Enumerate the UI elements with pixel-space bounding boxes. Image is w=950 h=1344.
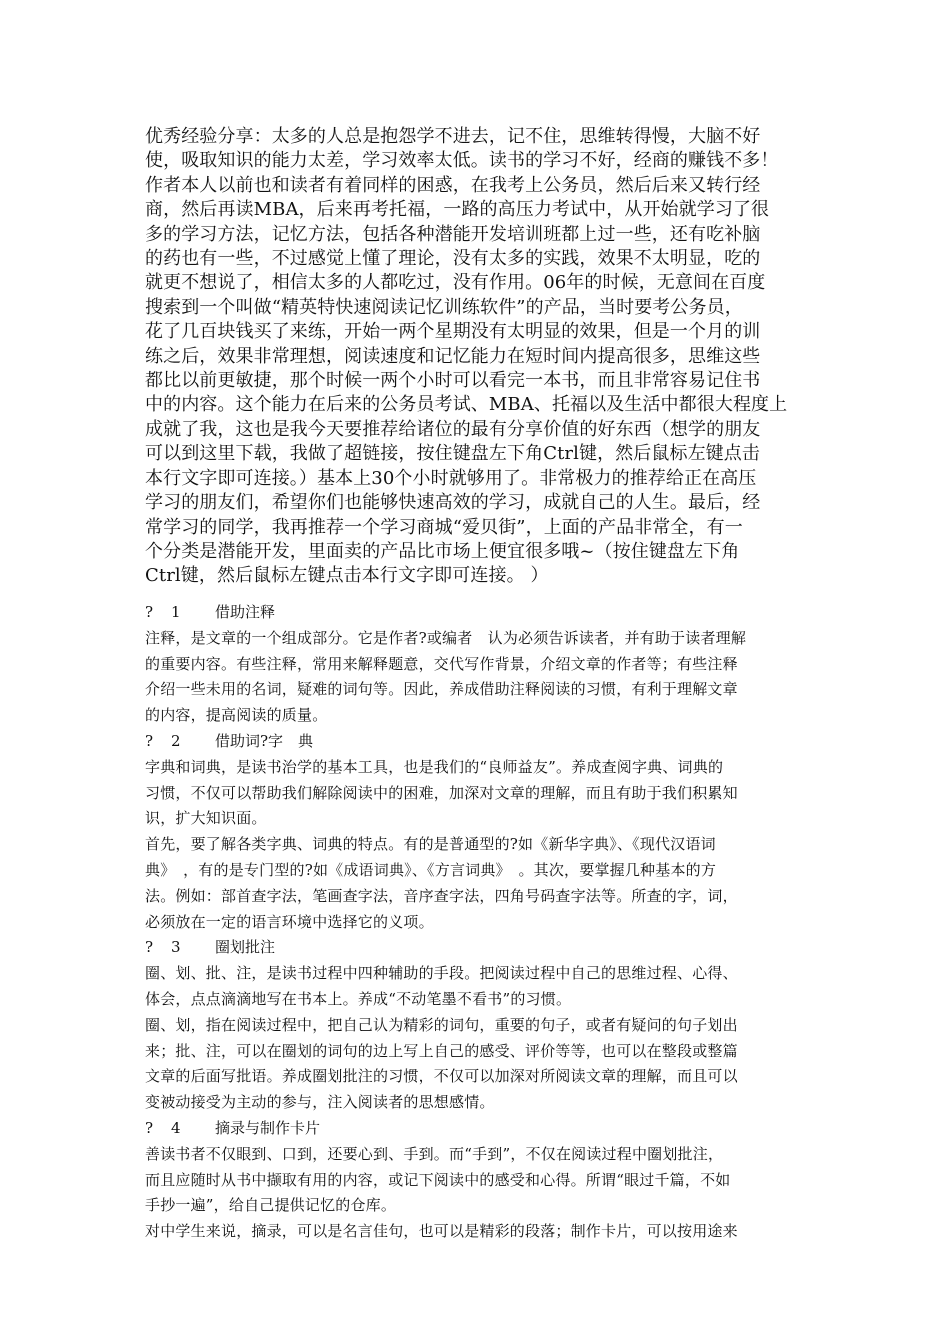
intro-paragraph: [145, 125, 810, 589]
intro-line: 本行文字即可连接。）基本上30个小时就够用了。非常极力的推荐给正在高压: [145, 467, 757, 489]
section-heading: [145, 600, 810, 626]
section-paragraph: [145, 1219, 810, 1245]
paragraph-line: 来；批、注，可以在圈划的词句的边上写上自己的感受、评价等等，也可以在整段或整篇: [145, 1041, 738, 1060]
intro-line: 优秀经验分享：太多的人总是抱怨学不进去，记不住，思维转得慢，大脑不好: [145, 126, 761, 147]
paragraph-line: 法。例如：部首查字法，笔画查字法，音序查字法，四角号码查字法等。所查的字，词，: [145, 886, 738, 905]
section-number: 3: [171, 938, 181, 957]
intro-line: 中的内容。这个能力在后来的公务员考试、MBA、托福以及生活中都很大程度上: [145, 394, 788, 416]
intro-line: 练之后，效果非常理想，阅读速度和记忆能力在短时间内提高很多，思维这些: [145, 345, 761, 367]
section-heading: [145, 729, 810, 755]
intro-line: 多的学习方法，记忆方法，包括各种潜能开发培训班都上过一些，还有吃补脑: [145, 223, 761, 245]
paragraph-line: 体会，点点滴滴地写在书本上。养成“不动笔墨不看书”的习惯。: [145, 989, 572, 1008]
intro-line: 学习的朋友们，希望你们也能够快速高效的学习，成就自己的人生。最后，经: [145, 492, 761, 514]
intro-line: 就更不想说了，相信太多的人都吃过，没有作用。06年的时候，无意间在百度: [145, 272, 766, 294]
paragraph-line: 习惯，不仅可以帮助我们解除阅读中的困难，加深对文章的理解，而且有助于我们积累知: [145, 783, 738, 802]
section-paragraph: [145, 755, 810, 832]
section-marker: ?: [145, 603, 154, 621]
intro-line: 花了几百块钱买了来练，开始一两个星期没有太明显的效果，但是一个月的训: [145, 321, 761, 343]
section-heading: [145, 935, 810, 961]
section-marker: ?: [145, 731, 154, 750]
intro-line: 成就了我，这也是我今天要推荐给诸位的最有分享价值的好东西（想学的朋友: [145, 418, 761, 440]
intro-line: Ctrl键，然后鼠标左键点击本行文字即可连接。 ）: [145, 565, 549, 587]
paragraph-line: 的内容，提高阅读的质量。: [145, 706, 328, 725]
intro-line: 使，吸取知识的能力太差，学习效率太低。读书的学习不好，经商的赚钱不多！: [145, 150, 779, 172]
section-heading: [145, 1116, 810, 1142]
section-paragraph: [145, 1142, 810, 1219]
paragraph-line: 圈、划，指在阅读过程中，把自己认为精彩的词句，重要的句子，或者有疑问的句子划出: [145, 1015, 738, 1034]
section-marker: ?: [145, 938, 154, 957]
intro-line: 都比以前更敏捷，那个时候一两个小时可以看完一本书，而且非常容易记住书: [145, 370, 761, 392]
paragraph-line: 注释，是文章的一个组成部分。它是作者?或编者 认为必须告诉读者，并有助于读者理解: [145, 628, 747, 647]
section-paragraph: [145, 626, 810, 729]
section-title: 借助词?字 典: [215, 731, 314, 750]
section-title: 摘录与制作卡片: [215, 1118, 321, 1137]
section-title: 借助注释: [215, 603, 276, 621]
section-paragraph: [145, 961, 810, 1013]
paragraph-line: 文章的后面写批语。养成圈划批注的习惯，不仅可以加深对所阅读文章的理解，而且可以: [145, 1067, 738, 1086]
intro-line: 商，然后再读MBA，后来再考托福，一路的高压力考试中，从开始就学习了很: [145, 199, 770, 221]
paragraph-line: 字典和词典，是读书治学的基本工具，也是我们的“良师益友”。养成查阅字典、词典的: [145, 757, 724, 776]
section-number: 2: [171, 731, 181, 750]
paragraph-line: 典》 ，有的是专门型的?如《成语词典》、《方言词典》 。其次，要掌握几种基本的方: [145, 860, 717, 879]
section-paragraph: [145, 832, 810, 935]
reading-methods-sections: [145, 600, 810, 1245]
paragraph-line: 变被动接受为主动的参与，注入阅读者的思想感情。: [145, 1093, 495, 1112]
intro-line: 个分类是潜能开发，里面卖的产品比市场上便宜很多哦~（按住键盘左下角: [145, 540, 740, 562]
intro-line: 作者本人以前也和读者有着同样的困惑，在我考上公务员，然后后来又转行经: [145, 174, 761, 196]
paragraph-line: 对中学生来说，摘录，可以是名言佳句，也可以是精彩的段落；制作卡片，可以按用途来: [145, 1222, 738, 1241]
section-number: 4: [171, 1118, 181, 1137]
paragraph-line: 善读书者不仅眼到、口到，还要心到、手到。而“手到”，不仅在阅读过程中圈划批注，: [145, 1144, 724, 1163]
paragraph-line: 介绍一些未用的名词，疑难的词句等。因此，养成借助注释阅读的习惯，有利于理解文章: [145, 680, 738, 699]
paragraph-line: 首先，要了解各类字典、词典的特点。有的是普通型的?如《新华字典》、《现代汉语词: [145, 835, 716, 854]
intro-line: 可以到这里下载，我做了超链接，按住键盘左下角Ctrl键，然后鼠标左键点击: [145, 443, 760, 465]
paragraph-line: 手抄一遍”，给自己提供记忆的仓库。: [145, 1196, 397, 1215]
intro-line: 常学习的同学，我再推荐一个学习商城“爱贝街”，上面的产品非常全，有一: [145, 516, 743, 538]
section-marker: ?: [145, 1118, 154, 1137]
paragraph-line: 必须放在一定的语言环境中选择它的义项。: [145, 912, 434, 931]
section-paragraph: [145, 1013, 810, 1116]
paragraph-line: 识，扩大知识面。: [145, 809, 267, 828]
intro-line: 搜索到一个叫做“精英特快速阅读记忆训练软件”的产品，当时要考公务员，: [145, 296, 743, 318]
section-number: 1: [171, 603, 181, 621]
paragraph-line: 而且应随时从书中撷取有用的内容，或记下阅读中的感受和心得。所谓“眼过千篇，不如: [145, 1170, 731, 1189]
paragraph-line: 圈、划、批、注，是读书过程中四种辅助的手段。把阅读过程中自己的思维过程、心得、: [145, 964, 738, 983]
intro-line: 的药也有一些，不过感觉上懂了理论，没有太多的实践，效果不太明显，吃的: [145, 248, 761, 270]
section-title: 圈划批注: [215, 938, 276, 957]
paragraph-line: 的重要内容。有些注释，常用来解释题意，交代写作背景，介绍文章的作者等；有些注释: [145, 654, 738, 673]
